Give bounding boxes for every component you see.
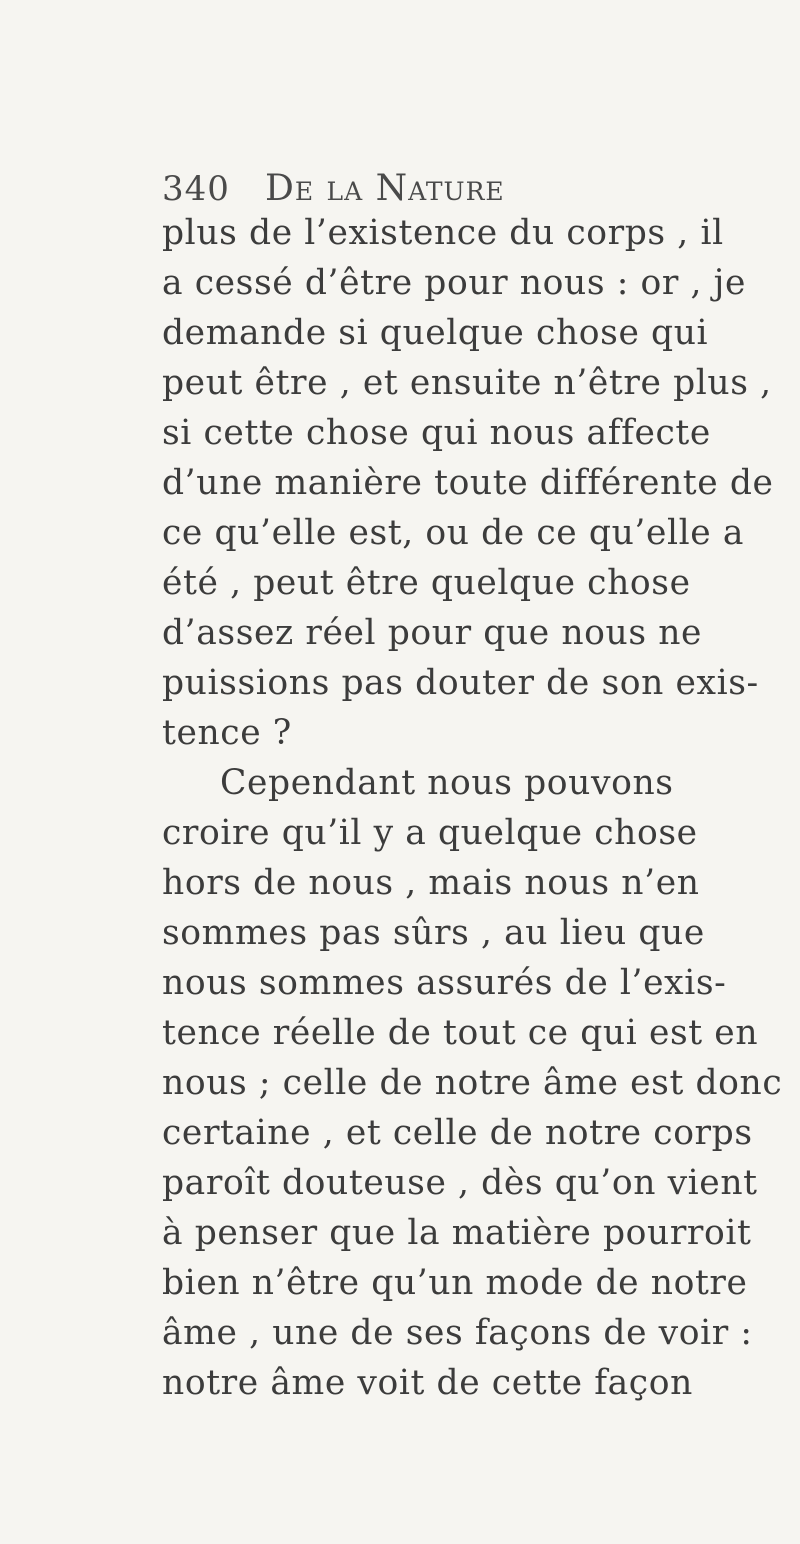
text-line: notre âme voit de cette façon <box>162 1363 693 1403</box>
text-line: tence réelle de tout ce qui est en <box>162 1013 759 1053</box>
paragraph-start-line: Cependant nous pouvons <box>220 763 674 803</box>
text-line: plus de l’existence du corps , il <box>162 213 724 253</box>
text-line: à penser que la matière pourroit <box>162 1213 752 1253</box>
text-line: puissions pas douter de son exis- <box>162 663 759 703</box>
running-title: De la Nature <box>265 168 505 209</box>
text-line: demande si quelque chose qui <box>162 313 709 353</box>
text-line: d’une manière toute différente de <box>162 463 774 503</box>
text-line: bien n’être qu’un mode de notre <box>162 1263 748 1303</box>
text-line: sommes pas sûrs , au lieu que <box>162 913 705 953</box>
text-line: certaine , et celle de notre corps <box>162 1113 753 1153</box>
text-line: âme , une de ses façons de voir : <box>162 1313 753 1353</box>
text-line: ce qu’elle est, ou de ce qu’elle a <box>162 513 745 553</box>
text-line: d’assez réel pour que nous ne <box>162 613 703 653</box>
text-line: paroît douteuse , dès qu’on vient <box>162 1163 758 1203</box>
body-text <box>162 208 800 1408</box>
text-line: tence ? <box>162 713 292 753</box>
text-line: croire qu’il y a quelque chose <box>162 813 698 853</box>
page-number: 340 <box>162 169 230 209</box>
text-line: nous ; celle de notre âme est donc <box>162 1063 783 1103</box>
text-line: a cessé d’être pour nous : or , je <box>162 263 746 303</box>
text-line: nous sommes assurés de l’exis- <box>162 963 727 1003</box>
text-line: hors de nous , mais nous n’en <box>162 863 700 903</box>
page-header <box>162 168 505 209</box>
text-line: peut être , et ensuite n’être plus , <box>162 363 772 403</box>
text-line: si cette chose qui nous affecte <box>162 413 711 453</box>
text-line: été , peut être quelque chose <box>162 563 691 603</box>
